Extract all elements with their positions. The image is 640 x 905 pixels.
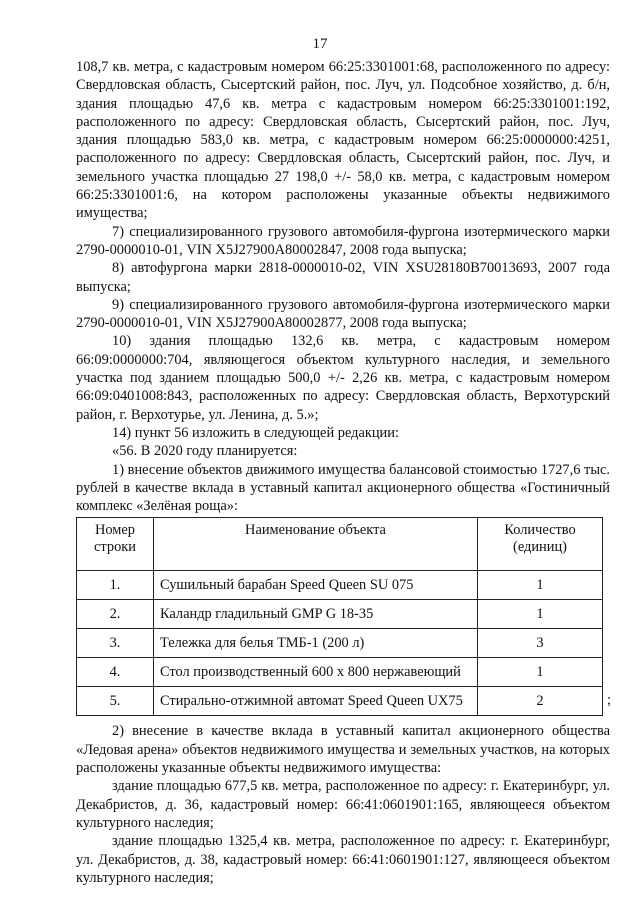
cell-row-number: 5. [77, 687, 154, 716]
header-row-number: Номер строки [77, 518, 154, 571]
paragraph-subitem-2: 2) внесение в качестве вклада в уставный капитал акционерного общества «Ледовая арена» объектов недвижимого имущества и земельных участков, на которых расположены указанные объекты недвижимого имущества: [76, 723, 610, 777]
cell-object-name: Стол производственный 600 х 800 нержавеющий [154, 658, 478, 687]
cell-object-name: Стирально-отжимной автомат Speed Queen UX75 [154, 687, 478, 716]
paragraph-item-14: 14) пункт 56 изложить в следующей редакции: [112, 424, 399, 441]
paragraph-item-7: 7) специализированного грузового автомобиля-фургона изотермического марки 2790-0000010-01, VIN X5J27900A80002847, 2008 года выпуска; [76, 223, 610, 258]
cell-quantity: 1 [478, 658, 603, 687]
cell-object-name: Каландр гладильный GMP G 18-35 [154, 600, 478, 629]
cell-quantity: 1 [478, 571, 603, 600]
document-body [76, 58, 610, 887]
paragraph-building-36: здание площадью 677,5 кв. метра, расположенное по адресу: г. Екатеринбург, ул. Декабристов, д. 36, кадастровый номер: 66:41:0601901:165, являющееся объектом культурного наследия; [76, 778, 610, 831]
table-row [77, 658, 603, 687]
cell-row-number: 1. [77, 571, 154, 600]
cell-quantity: 1 [478, 600, 603, 629]
table-row [77, 687, 603, 716]
paragraph-item-10: 10) здания площадью 132,6 кв. метра, с кадастровым номером 66:09:0000000:704, являющегося объектом культурного наследия, и земельного участка под зданием площадью 500,0 +/- 2,26 кв. метра, с кадастровым номером 66:09:0401008:843, расположенных по адресу: Свердловская область, Верхотурский район, г. Верхотурье, ул. Ленина, д. 5.»; [76, 333, 610, 423]
table-trailing-semicolon: ; [607, 692, 611, 709]
table-header-row [77, 518, 603, 571]
paragraph-subitem-1: 1) внесение объектов движимого имущества балансовой стоимостью 1727,6 тыс. рублей в качестве вклада в уставный капитал акционерного общества «Гостиничный комплекс «Зелёная роща»: [76, 461, 610, 515]
cell-object-name: Тележка для белья ТМБ-1 (200 л) [154, 629, 478, 658]
paragraph-item-8: 8) автофургона марки 2818-0000010-02, VIN XSU28180B70013693, 2007 года выпуска; [76, 260, 610, 295]
objects-table-wrapper [76, 517, 610, 716]
paragraph-continuation: 108,7 кв. метра, с кадастровым номером 66:25:3301001:68, расположенного по адресу: Свердловская область, Сысертский район, пос. Луч, ул. Подсобное хозяйство, д. б/н, здания площадью 47,6 кв. метра с кадастровым номером 66:25:3301001:192, расположенного по адресу: Свердловская область, Сысертский район, пос. Луч, здания площадью 583,0 кв. метра, с кадастровым номером 66:25:0000000:4251, расположенного по адресу: Свердловская область, Сысертский район, пос. Луч, и земельного участка площадью 27 198,0 +/- 58,0 кв. метра, с кадастровым номером 66:25:3301001:6, на котором расположены указанные объекты недвижимого имущества; [76, 59, 610, 222]
paragraph-item-9: 9) специализированного грузового автомобиля-фургона изотермического марки 2790-0000010-01, VIN X5J27900A80002877, 2008 года выпуска; [76, 296, 610, 332]
cell-quantity: 3 [478, 629, 603, 658]
table-row [77, 600, 603, 629]
paragraph-point-56: «56. В 2020 году планируется: [112, 443, 298, 460]
page-number: 17 [312, 36, 328, 52]
paragraph-building-38: здание площадью 1325,4 кв. метра, расположенное по адресу: г. Екатеринбург, ул. Декабристов, д. 38, кадастровый номер: 66:41:0601901:127, являющееся объектом культурного наследия; [76, 833, 610, 886]
cell-row-number: 2. [77, 600, 154, 629]
table-row [77, 629, 603, 658]
cell-quantity: 2 [478, 687, 603, 716]
header-object-name: Наименование объекта [154, 518, 478, 571]
cell-row-number: 4. [77, 658, 154, 687]
cell-object-name: Сушильный барабан Speed Queen SU 075 [154, 571, 478, 600]
header-quantity: Количество (единиц) [478, 518, 603, 571]
objects-table [76, 517, 603, 716]
table-row [77, 571, 603, 600]
cell-row-number: 3. [77, 629, 154, 658]
